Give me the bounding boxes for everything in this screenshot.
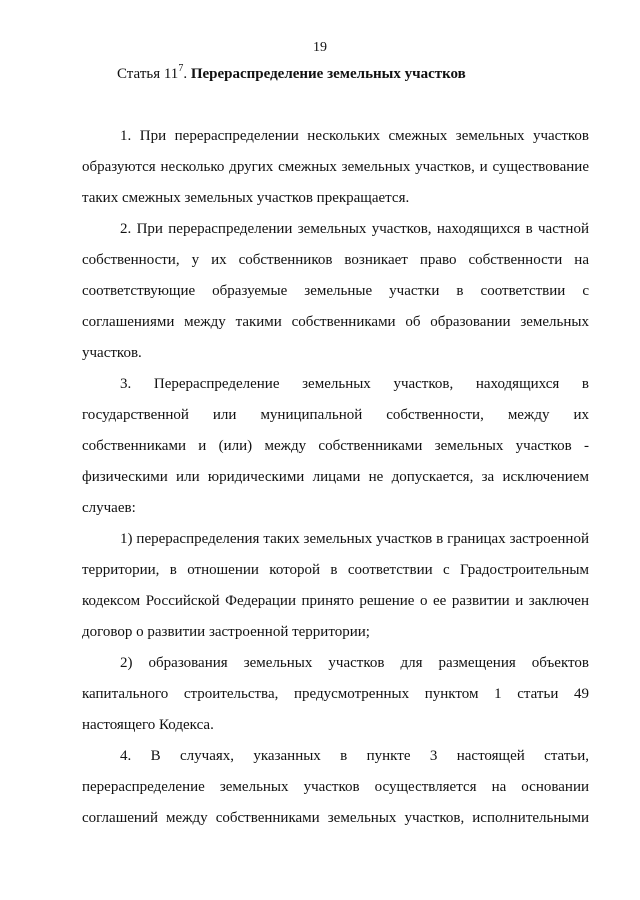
- text-line: капитального строительства, предусмотренных пунктом 1 статьи 49: [82, 686, 589, 702]
- text-line: территории, в отношении которой в соответствии с Градостроительным: [82, 562, 589, 578]
- text-line: соглашений между собственниками земельных участков, исполнительными: [82, 810, 589, 826]
- page-number: 19: [313, 40, 327, 55]
- text-line: соглашениями между такими собственниками об образовании земельных: [82, 314, 589, 330]
- text-line: 2. При перераспределении земельных участков, находящихся в частной: [120, 221, 589, 237]
- article-heading: [117, 64, 466, 83]
- article-title: Перераспределение земельных участков: [190, 66, 466, 82]
- text-line: соответствующие образуемые земельные участки в соответствии с: [82, 283, 589, 299]
- article-label: Статья 11: [117, 66, 179, 82]
- text-line: случаев:: [82, 500, 136, 516]
- text-line: собственности, у их собственников возникает право собственности на: [82, 252, 589, 268]
- text-line: договор о развитии застроенной территории;: [82, 624, 370, 640]
- text-line: настоящего Кодекса.: [82, 717, 214, 733]
- article-superscript: 7: [178, 63, 184, 74]
- text-line: собственниками и (или) между собственниками земельных участков -: [82, 438, 589, 454]
- text-line: перераспределение земельных участков осуществляется на основании: [82, 779, 589, 795]
- text-line: 1) перераспределения таких земельных участков в границах застроенной: [120, 531, 589, 547]
- text-line: таких смежных земельных участков прекращается.: [82, 190, 410, 206]
- text-line: участков.: [82, 345, 142, 361]
- text-line: образуются несколько других смежных земельных участков, и существование: [82, 159, 589, 175]
- article-separator: .: [183, 66, 188, 82]
- text-line: 4. В случаях, указанных в пункте 3 настоящей статьи,: [120, 748, 589, 764]
- text-line: государственной или муниципальной собственности, между их: [82, 407, 589, 423]
- text-line: физическими или юридическими лицами не допускается, за исключением: [82, 469, 589, 485]
- text-line: 3. Перераспределение земельных участков, находящихся в: [120, 376, 589, 392]
- text-line: кодексом Российской Федерации принято решение о ее развитии и заключен: [82, 593, 589, 609]
- text-line: 2) образования земельных участков для размещения объектов: [120, 655, 589, 671]
- text-line: 1. При перераспределении нескольких смежных земельных участков: [120, 128, 589, 144]
